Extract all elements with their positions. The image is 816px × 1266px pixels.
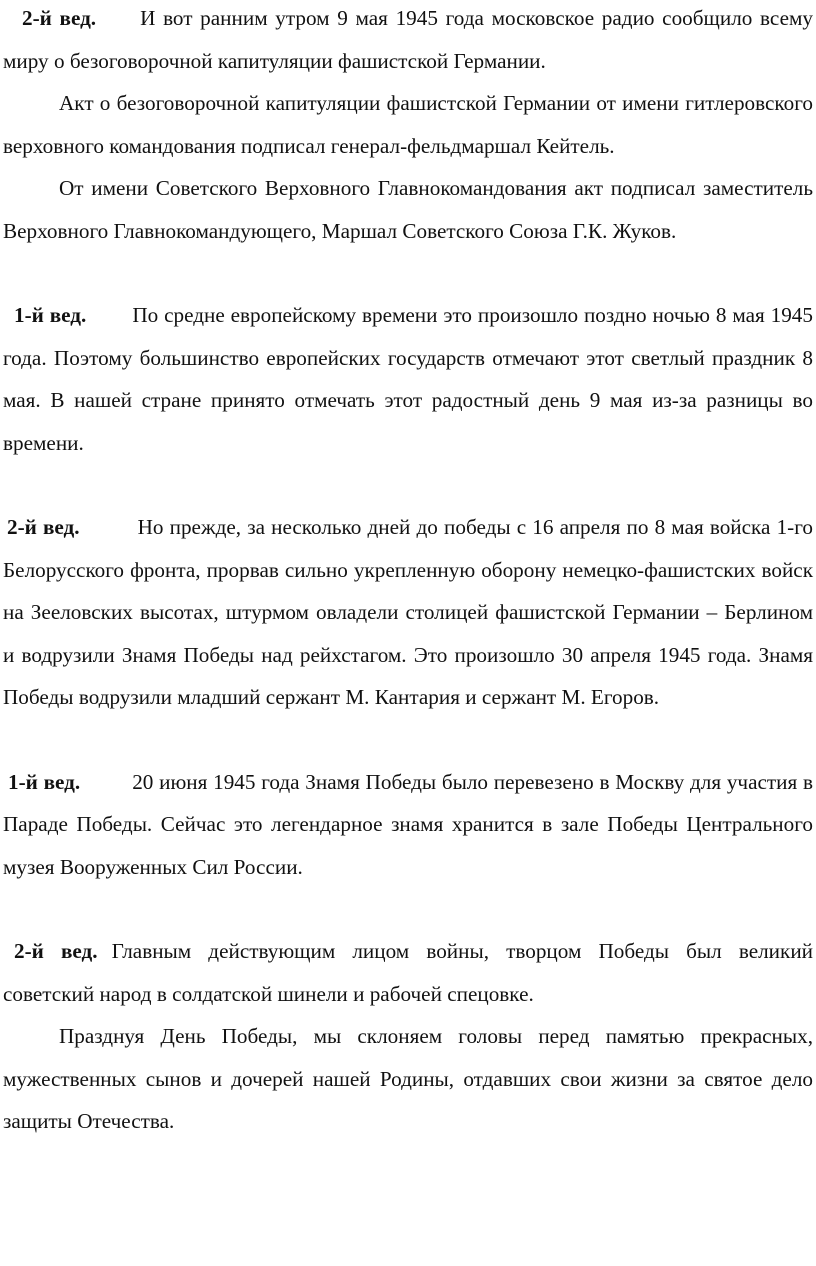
paragraph-text: Акт о безоговорочной капитуляции фашистской Германии от имени гитлеровского верховного командования подписал генерал-фельдмаршал Кейтель. xyxy=(3,91,813,158)
paragraph-text: Празднуя День Победы, мы склоняем головы перед памятью прекрасных, мужественных сынов и дочерей нашей Родины, отдавших свои жизни за святое дело защиты Отечества. xyxy=(3,1024,813,1133)
paragraph-text: От имени Советского Верховного Главнокомандования акт подписал заместитель Верховного Главнокомандующего, Маршал Советского Союза Г.К. Жуков. xyxy=(3,176,813,243)
paragraph xyxy=(3,1015,813,1143)
paragraph xyxy=(3,167,813,252)
paragraph-text: Но прежде, за несколько дней до победы с 16 апреля по 8 мая войска 1-го Белорусского фронта, прорвав сильно укрепленную оборону немецко-фашистских войск на Зееловских высотах, штурмом овладели столицей фашистской Германии – Берлином и водрузили Знамя Победы над рейхстагом. Это произошло 30 апреля 1945 года. Знамя Победы водрузили младший сержант М. Кантария и сержант М. Егоров. xyxy=(3,515,813,709)
spacer xyxy=(3,719,813,761)
paragraph xyxy=(3,82,813,167)
speaker-label: 2-й вед. xyxy=(22,6,97,30)
speaker-label: 1-й вед. xyxy=(14,303,87,327)
speaker-label: 1-й вед. xyxy=(8,769,81,794)
spacer xyxy=(3,464,813,506)
spacer xyxy=(3,252,813,294)
paragraph-text: И вот ранним утром 9 мая 1945 года московское радио сообщило всему миру о безоговорочной капитуляции фашистской Германии. xyxy=(3,6,813,73)
paragraph-text: По средне европейскому времени это произошло поздно ночью 8 мая 1945 года. Поэтому большинство европейских государств отмечают этот светлый праздник 8 мая. В нашей стране принято отмечать этот радостный день 9 мая из-за разницы во времени. xyxy=(3,303,813,455)
paragraph xyxy=(3,294,813,464)
speaker-label: 2-й вед. xyxy=(7,515,80,539)
paragraph xyxy=(3,506,813,719)
paragraph xyxy=(3,0,813,82)
spacer xyxy=(3,888,813,930)
paragraph xyxy=(3,930,813,1015)
speaker-label: 2-й вед. xyxy=(14,939,98,963)
paragraph xyxy=(3,761,813,889)
paragraph-text: 20 июня 1945 года Знамя Победы было перевезено в Москву для участия в Параде Победы. Сейчас это легендарное знамя хранится в зале Победы Центрального музея Вооруженных Сил России. xyxy=(3,769,813,879)
paragraph-text: Главным действующим лицом войны, творцом Победы был великий советский народ в солдатской шинели и рабочей спецовке. xyxy=(3,939,813,1006)
